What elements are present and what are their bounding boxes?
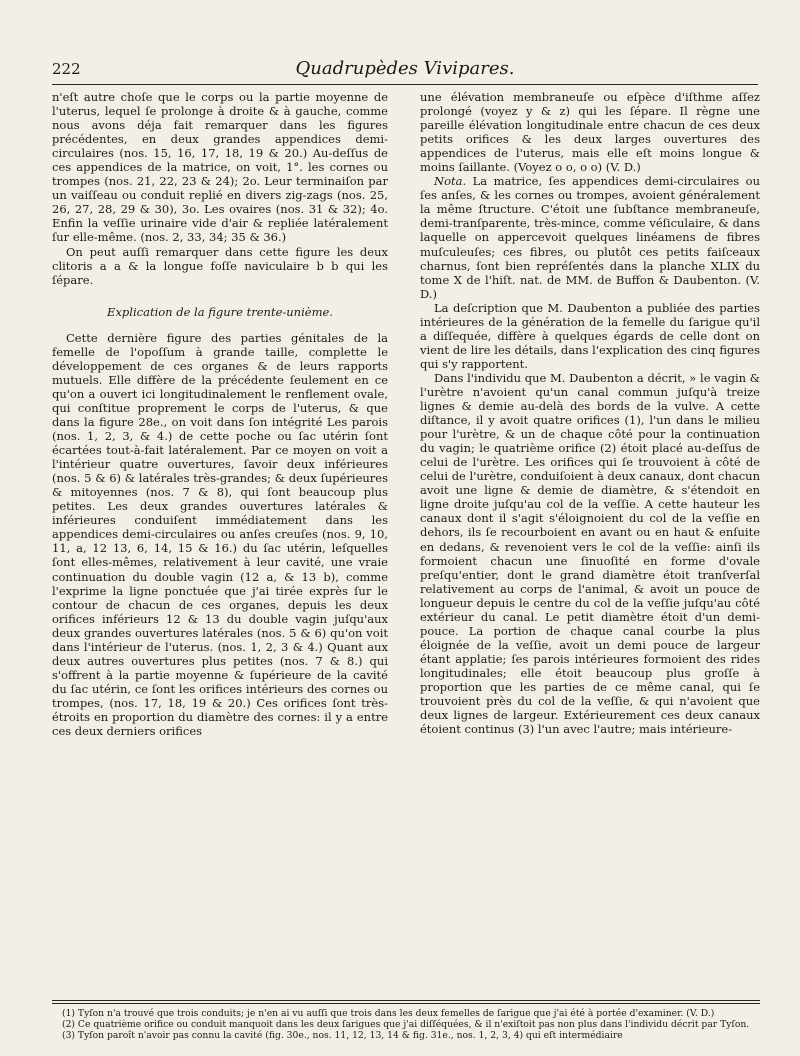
footnote: (1) Tyſon n'a trouvé que trois conduits; je n'en ai vu auſſi que trois dans les deux femelles de ſarigue que j'ai été à portée d'examiner. (V. D.) [62,1008,715,1019]
paragraph: La deſcription que M. Daubenton a publiée des parties intérieures de la génération de la femelle du ſarigue qu'il a diſſequée, diffère à quelques égards de celle dont on vient de lire les détails, dans l'explication des cinq figures qui s'y rapportent. [420,300,760,371]
nota-paragraph [420,174,760,300]
paragraph: Cette dernière figure des parties génitales de la femelle de l'opoſſum à grande taille, complette le développement de ces organes & de leurs rapports mutuels. Elle diffère de la précédente ſeulement en ce qu'on a ouvert ici longitudinalement le renflement ovale, qui conſtitue proprement le corps de l'uterus, & que dans la figure 28e., on voit dans ſon intégrité Les parois (nos. 1, 2, 3, & 4.) de cette poche ou ſac utérin ſont écartées tout-à-fait latéralement. Par ce moyen on voit a l'intérieur quatre ouvertures, ſavoir deux inférieures (nos. 5 & 6) & latérales très-grandes; & deux ſupérieures & mitoyennes (nos. 7 & 8), qui ſont beaucoup plus petites. Les deux grandes ouvertures latérales & inférieures conduiſent immédiatement dans les appendices demi-circulaires ou anſes creuſes (nos. 9, 10, 11, a, 12 13, 6, 14, 15 & 16.) du ſac utérin, leſquelles ſont elles-mêmes, relativement à leur cavité, une vraie continuation du double vagin (12 a, & 13 b), comme l'exprime la ligne ponctuée que j'ai tirée exprès ſur le contour de chacun de ces organes, depuis les deux orifices inférieurs 12 & 13 du double vagin juſqu'aux deux grandes ouvertures latérales (nos. 5 & 6) qu'on voit dans l'intérieur de l'uterus. (nos. 1, 2, 3 & 4.) Quant aux deux autres ouvertures plus petites (nos. 7 & 8.) qui s'offrent à la partie moyenne & ſupérieure de la cavité du ſac utérin, ce ſont les orifices intérieurs des cornes ou trompes, (nos. 17, 18, 19 & 20.) Ces orifices ſont très-étroits en proportion du diamètre des cornes: il y a entre ces deux derniers orifices [52,330,388,739]
paragraph: On peut auſſi remarquer dans cette figure les deux clitoris a a & la longue foſſe naviculaire b b qui les ſépare. [52,244,388,287]
left-column [52,90,388,738]
page-header [52,58,758,85]
section-heading: Explication de la figure trente-unième. [107,304,333,319]
running-title: Quadrupèdes Vivipares. [295,58,515,79]
paragraph: n'eſt autre choſe que le corps ou la partie moyenne de l'uterus, lequel ſe prolonge à droite & à gauche, comme nous avons déja fait remarquer dans les figures précédentes, en deux grandes appendices demi-circulaires (nos. 15, 16, 17, 18, 19 & 20.) Au-deſſus de ces appendices de la matrice, on voit, 1°. les cornes ou trompes (nos. 21, 22, 23 & 24); 2o. Leur terminaiſon par un vaiſſeau ou conduit replié en divers zig-zags (nos. 25, 26, 27, 28, 29 & 30), 3o. Les ovaires (nos. 31 & 32); 4o. Enfin la veſſie urinaire vide d'air & repliée latéralement ſur elle-même. (nos. 2, 33, 34; 35 & 36.) [52,90,388,245]
footnotes [52,1008,760,1042]
footnote: (3) Tyſon paroît n'avoir pas connu la cavité (fig. 30e., nos. 11, 12, 13, 14 & fig. 31e., nos. 1, 2, 3, 4) qui eſt intermédiaire [62,1030,623,1042]
paragraph: Dans l'individu que M. Daubenton a décrit, » le vagin & l'urètre n'avoient qu'un canal commun juſqu'à treize lignes & demie au-delà des bords de la vulve. A cette diſtance, il y avoit quatre orifices (1), l'un dans le milieu pour l'urètre, & un de chaque côté pour la continuation du vagin; le quatrième orifice (2) étoit placé au-deſſus de celui de l'urètre. Les orifices qui ſe trouvoient à côté de celui de l'urètre, conduiſoient à deux canaux, dont chacun avoit une ligne & demie de diamètre, & s'étendoit en ligne droite juſqu'au col de la veſſie. A cette hauteur les canaux dont il s'agit s'éloignoient du col de la veſſie en dehors, ils ſe recourboient en avant ou en haut & enſuite en dedans, & revenoient vers le col de la veſſie: ainſi ils formoient chacun une ſinuoſité en forme d'ovale preſqu'entier, dont le grand diamètre étoit tranſverſal relativement au corps de l'animal, & avoit un pouce de longueur depuis le centre du col de la veſſie juſqu'au côté extérieur du canal. Le petit diamètre étoit d'un demi-pouce. La portion de chaque canal courbe la plus éloignée de la veſſie, avoit un demi pouce de largeur étant applatie; ſes parois intérieures formoient des rides longitudinales; elle étoit beaucoup plus groſſe à proportion que les parties de ce même canal, qui ſe trouvoient près du col de la veſſie, & qui n'avoient que deux lignes de largeur. Extérieurement ces deux canaux étoient continus (3) l'un avec l'autre; mais intérieure- [420,370,760,737]
footnote-rule-thin [52,1003,760,1004]
right-column [420,90,760,736]
footnote: (2) Ce quatrième orifice ou conduit manquoit dans les deux ſarigues que j'ai diſſéquées, & il n'exiſtoit pas non plus dans l'individu décrit par Tyſon. [62,1019,750,1031]
footnote-rule [52,1000,760,1001]
page-number: 222 [52,60,81,78]
nota-text: La matrice, ſes appendices demi-circulaires ou ſes anſes, & les cornes ou trompes, avoient généralement la même ſtructure. C'étoit une ſubſtance membraneuſe, demi-tranſparente, très-mince, comme véſiculaire, & dans laquelle on appercevoit quelques linéamens de fibres muſculeuſes; ces fibres, ou plutôt ces petits faiſceaux charnus, ſont bien repréſentés dans la planche XLIX du tome X de l'hiſt. nat. de MM. de Buffon & Daubenton. (V. D.) [420,174,760,301]
paragraph: une élévation membraneuſe ou eſpèce d'iſthme aſſez prolongé (voyez y & z) qui les ſépare. Il règne une pareille élévation longitudinale entre chacun de ces deux petits orifices & les deux larges ouvertures des appendices de l'uterus, mais elle eſt moins longue & moins ſaillante. (Voyez o o, o o) (V. D.) [420,90,760,175]
nota-label: Nota. [434,174,467,189]
